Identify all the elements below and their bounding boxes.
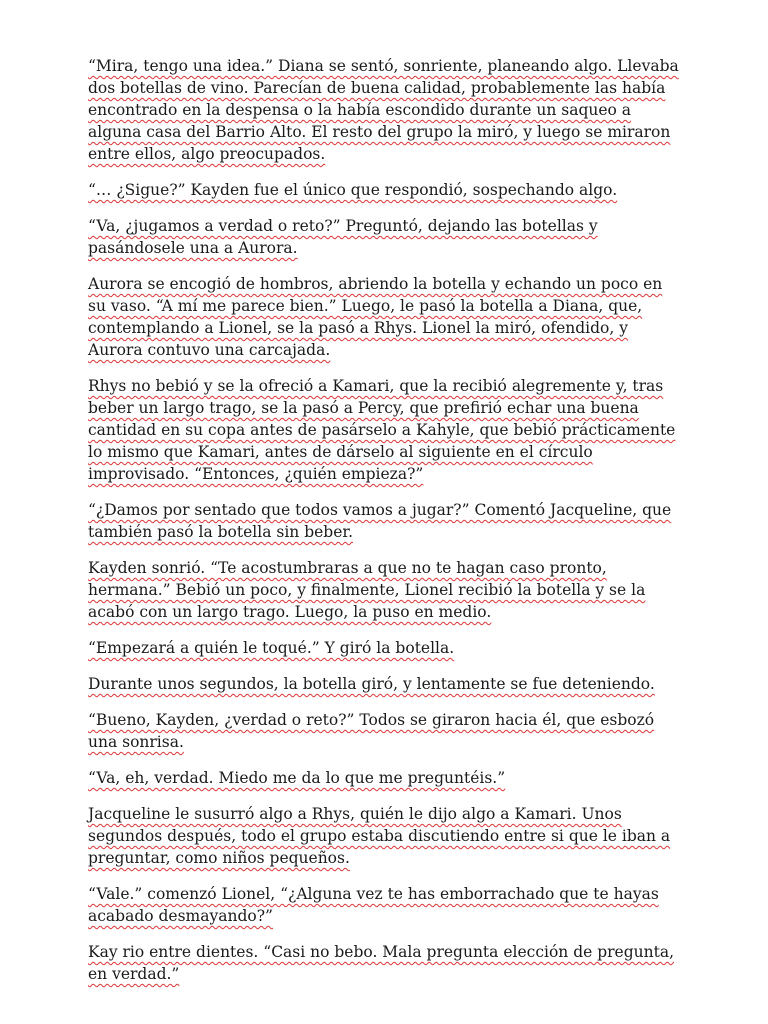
- paragraph: “¿Damos por sentado que todos vamos a jugar?” Comentó Jacqueline, que también pasó la botella sin beber.: [88, 501, 672, 541]
- paragraph: “Bueno, Kayden, ¿verdad o reto?” Todos se giraron hacia él, que esbozó una sonrisa.: [88, 711, 655, 751]
- paragraph: Kayden sonrió. “Te acostumbraras a que no te hagan caso pronto, hermana.” Bebió un poco, y finalmente, Lionel recibió la botella y se la acabó con un largo trago. Luego, la puso en medio.: [88, 559, 646, 621]
- paragraph: “Empezará a quién le toqué.” Y giró la botella.: [88, 639, 455, 657]
- paragraph: “Va, ¿jugamos a verdad o reto?” Preguntó, dejando las botellas y pasándosele una a Aurora.: [88, 217, 598, 257]
- paragraph: “Mira, tengo una idea.” Diana se sentó, sonriente, planeando algo. Llevaba dos botellas de vino. Parecían de buena calidad, probablemente las había encontrado en la despensa o la había escondido durante un saqueo a alguna casa del Barrio Alto. El resto del grupo la miró, y luego se miraron entre ellos, algo preocupados.: [88, 57, 679, 163]
- paragraph: Kay rio entre dientes. “Casi no bebo. Mala pregunta elección de pregunta, en verdad.”: [88, 943, 675, 983]
- paragraph: “… ¿Sigue?” Kayden fue el único que respondió, sospechando algo.: [88, 181, 618, 199]
- paragraph: “Va, eh, verdad. Miedo me da lo que me preguntéis.”: [88, 769, 506, 787]
- paragraph: “Vale.” comenzó Lionel, “¿Alguna vez te has emborrachado que te hayas acabado desmayando?”: [88, 885, 659, 925]
- paragraph: Jacqueline le susurró algo a Rhys, quién le dijo algo a Kamari. Unos segundos después, todo el grupo estaba discutiendo entre si que le iban a preguntar, como niños pequeños.: [88, 805, 671, 867]
- paragraph: Aurora se encogió de hombros, abriendo la botella y echando un poco en su vaso. “A mí me parece bien.” Luego, le pasó la botella a Diana, que, contemplando a Lionel, se la pasó a Rhys. Lionel la miró, ofendido, y Aurora contuvo una carcajada.: [88, 275, 663, 359]
- paragraph: Durante unos segundos, la botella giró, y lentamente se fue deteniendo.: [88, 675, 655, 693]
- paragraph: Rhys no bebió y se la ofreció a Kamari, que la recibió alegremente y, tras beber un largo trago, se la pasó a Percy, que prefirió echar una buena cantidad en su copa antes de pasárselo a Kahyle, que bebió prácticamente lo mismo que Kamari, antes de dárselo al siguiente en el círculo improvisado. “Entonces, ¿quién empieza?”: [88, 377, 676, 483]
